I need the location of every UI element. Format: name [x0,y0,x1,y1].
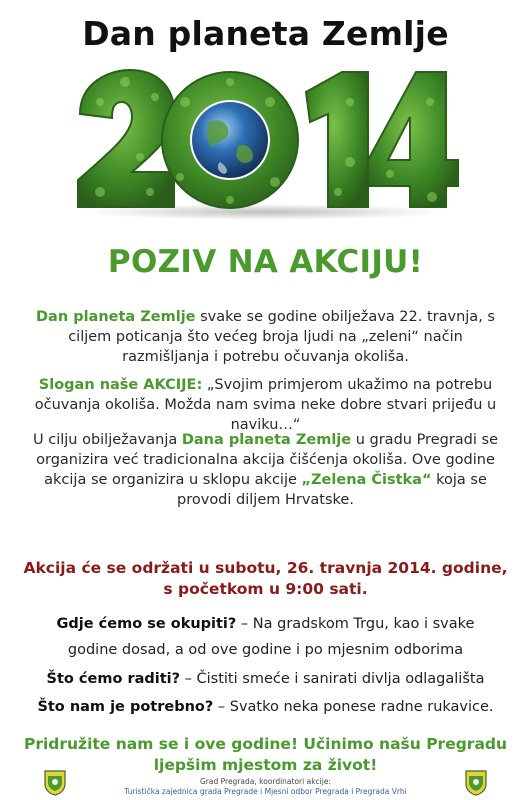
city-crest-icon [44,770,66,796]
earth-globe-icon [192,102,268,178]
campaign-paragraph [30,430,501,510]
info-line-activity [20,669,511,689]
city-crest-icon [465,770,487,796]
footer-line-1: Grad Pregrada, koordinatori akcije: [200,777,331,786]
digit-1-shape [306,72,368,207]
info-answer: – Svatko neka ponese radne rukavice. [213,699,494,715]
campaign-text-2: u gradu Pregradi se organizira već tradicionalna akcija čišćenja okoliša. Ove godine akcija se organizira u sklopu akcije [36,432,498,488]
intro-paragraph [30,307,501,367]
page-title: Dan planeta Zemlje [82,14,449,53]
digit-0-shape [162,72,298,208]
digit-4-shape [368,72,458,207]
slogan-text: „Svojim primjerom ukažimo na potrebu očuvanja okoliša. Možda nam svima neke dobre stvari prijeđu u naviku…“ [34,377,497,433]
info-answer: – Na gradskom Trgu, kao i svake [236,616,475,632]
info-answer: godine dosad, a od ove godine i po mjesnim odborima [67,642,464,658]
closing-message: Pridružite nam se i ove godine! Učinimo našu Pregradu ljepšim mjestom za život! [23,735,508,774]
info-question: Što ćemo raditi? [46,671,181,687]
slogan-paragraph [30,375,501,435]
footer-line-2: Turistička zajednica grada Pregrade i Mjesni odbor Pregrada i Pregrada Vrhi [124,787,407,796]
event-announcement: Akcija će se održati u subotu, 26. travnja 2014. godine, s početkom u 9:00 sati. [23,559,508,598]
call-to-action-heading: POZIV NA AKCIJU! [107,244,424,280]
footer [90,777,441,797]
hero-2014-graphic [70,62,461,222]
info-line-meeting-cont [20,640,511,660]
digit-2-shape [78,70,174,207]
slogan-lead: Slogan naše AKCIJE: [38,377,203,393]
campaign-bold-1: Dana planeta Zemlje [181,432,352,448]
info-line-requirements [20,697,511,717]
info-question: Gdje ćemo se okupiti? [56,616,237,632]
campaign-text-3: koja se provodi diljem Hrvatske. [177,472,487,508]
intro-lead: Dan planeta Zemlje [36,309,196,325]
campaign-bold-2: „Zelena Čistka“ [301,472,432,488]
info-answer: – Čistiti smeće i sanirati divlja odlagališta [180,671,485,687]
info-question: Što nam je potrebno? [37,699,214,715]
campaign-text-1: U cilju obilježavanja [33,432,182,448]
info-line-meeting [20,614,511,634]
intro-text: svake se godine obilježava 22. travnja, s ciljem poticanja što većeg broja ljudi na „zeleni“ način razmišljanja i potrebu očuvanja okoliša. [68,309,495,365]
